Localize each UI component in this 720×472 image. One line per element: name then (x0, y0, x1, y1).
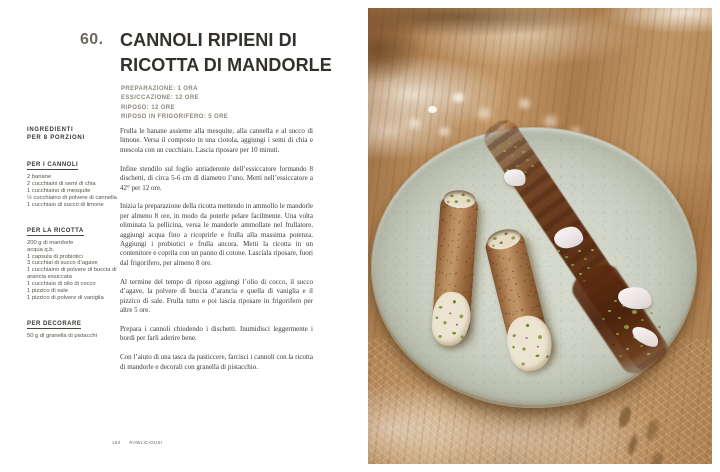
instruction-paragraph: Al termine del tempo di riposo aggiungi l’olio di cocco, il succo d’agave, la polvere di buccia d’arancia e quella di vaniglia e il pizzico di sale. Frulla tutto e poi lascia riposare in frigorifero per altre 5 ore. (120, 277, 313, 314)
ingredient-item: 2 banane (27, 174, 52, 181)
ingredients-heading: INGREDIENTI PER 8 PORZIONI (27, 127, 85, 141)
page-number: 154 (112, 440, 121, 445)
ingredient-item: 1 pizzico di sale (27, 288, 68, 295)
instruction-paragraph: Frulla le banane assieme alla mesquite, alla cannella e al succo di limone. Versa il composto in una ciotola, aggiungi i semi di chia e mescola con un cucchiaio. Lascia riposare per 10 minuti. (120, 127, 313, 154)
book-title: RAWLICIOUS! (129, 440, 163, 445)
recipe-number: 60. (80, 31, 104, 48)
ingredient-item: 2 cucchiaini di semi di chia (27, 181, 96, 188)
recipe-instructions (120, 127, 313, 382)
recipe-title (120, 28, 335, 77)
instruction-paragraph: Infine stendilo sul foglio antiaderente dell’essiccatore formando 8 dischetti, di circa 5-6 cm di diametro l’uno. Metti nell’essiccatore a 42° per 12 ore. (120, 164, 313, 192)
preparation-times (121, 85, 228, 123)
prep-time-line: ESSICCAZIONE: 12 ORE (121, 95, 200, 102)
ingredient-item: 200 g di mandorle (27, 239, 74, 246)
section-title: PER I CANNOLI (27, 162, 79, 169)
recipe-title-line2: RICOTTA DI MANDORLE (120, 54, 332, 75)
ingredients-sidebar (27, 127, 119, 340)
instruction-paragraph: Con l’aiuto di una tasca da pasticcere, farcisci i cannoli con la ricotta di mandorle e decorali con granella di pistacchio. (120, 353, 314, 371)
prep-time-line: RIPOSO: 12 ORE (121, 104, 175, 111)
pistachio-crumbs-top (508, 142, 511, 144)
ingredient-item: 1 pizzico di polvere di vaniglia (27, 294, 104, 301)
recipe-photo (368, 8, 712, 464)
recipe-title-line1: CANNOLI RIPIENI DI (120, 30, 297, 50)
ingredients-section-ricotta (27, 219, 119, 302)
ingredient-item: 1 cucchiaino di polvere di buccia di arancia essiccata (27, 267, 117, 281)
section-title: PER DECORARE (27, 320, 82, 327)
ingredient-item: 1 cucchiaino di mesquite (27, 188, 91, 194)
instruction-paragraph: Inizia la preparazione della ricotta mettendo in ammollo le mandorle per almeno 8 ore, in modo da poterle pelare facilmente. Una volta eliminata la pellicina, versa le mandorle ammollate nel frullatore, aggiungi acqua fino a ricoprirle e frulla alla massima potenza. Aggiungi i probiotici e frulla ancora. Metti la ricotta in un contenitore e coprila con un panno di cotone. Lasciala riposare, fuori dal frigorifero, per almeno 8 ore. (120, 202, 313, 267)
ingredient-item: acqua q.b. (27, 246, 55, 253)
prep-time-line: RIPOSO IN FRIGORIFERO: 5 ORE (121, 114, 229, 121)
ingredient-item: 1 cucchiaio di olio di cocco (27, 281, 96, 288)
ingredient-item: 1 capsula di probiotici (27, 253, 83, 260)
ingredient-item: 50 g di granella di pistacchi (27, 332, 97, 339)
section-title: PER LA RICOTTA (27, 227, 84, 234)
ingredient-item: 1 cucchiaio di succo di limone (27, 201, 104, 208)
instruction-paragraph: Prepara i cannoli chiudendo i dischetti. Inumidisci leggermente i bordi per farli aderire bene. (120, 324, 313, 343)
prep-time-line: PREPARAZIONE: 1 ORA (121, 86, 198, 92)
ingredient-item: 3 cucchiai di succo d’agave (27, 260, 98, 267)
pistachio-crumbs-bottom (614, 300, 617, 302)
ingredient-item: ½ cucchiaino di polvere di cannella (27, 194, 117, 201)
page-footer (112, 440, 162, 445)
flour-smudge-spots (428, 106, 437, 113)
ingredients-section-decorare (27, 312, 119, 340)
ingredients-section-cannoli (27, 153, 119, 209)
